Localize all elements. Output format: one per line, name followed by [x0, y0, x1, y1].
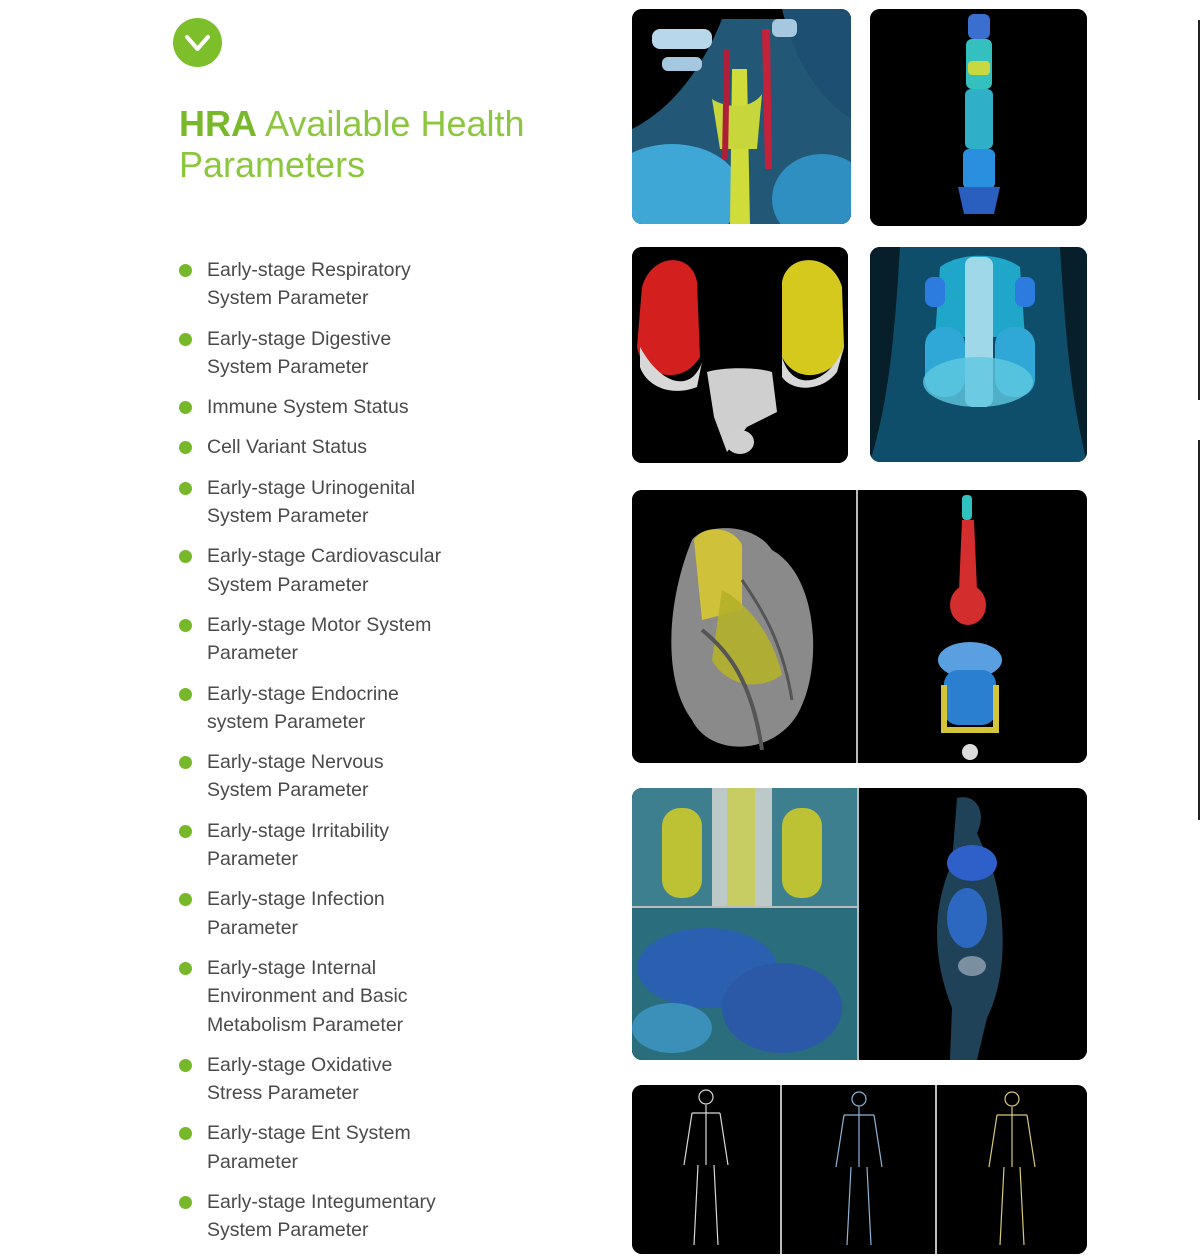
page-title: [179, 103, 579, 185]
title-line1: Available Health: [265, 103, 525, 144]
bullet-icon: [179, 264, 192, 277]
list-item: Cell Variant Status: [179, 433, 479, 461]
bullet-icon: [179, 333, 192, 346]
list-item: Early-stage Ent System Parameter: [179, 1119, 479, 1176]
list-item: Early-stage Motor System Parameter: [179, 611, 479, 668]
list-item: Early-stage Oxidative Stress Parameter: [179, 1051, 479, 1108]
bullet-icon: [179, 688, 192, 701]
bullet-icon: [179, 441, 192, 454]
bullet-icon: [179, 756, 192, 769]
bullet-icon: [179, 482, 192, 495]
bullet-icon: [179, 825, 192, 838]
intestine-closeup-image: [632, 908, 857, 1060]
row5-panel: [632, 1085, 1087, 1254]
list-item: Early-stage Urinogenital System Parameter: [179, 474, 479, 531]
bullet-icon: [179, 401, 192, 414]
title-line2: Parameters: [179, 144, 366, 185]
bullet-icon: [179, 893, 192, 906]
list-item: Early-stage Internal Environment and Basic Metabolism Parameter: [179, 954, 479, 1039]
title-strong: HRA: [179, 103, 257, 144]
neck-respiratory-image: [632, 9, 851, 224]
list-item: Early-stage Endocrine system Parameter: [179, 680, 479, 737]
abdomen-skeleton-image: [870, 247, 1087, 462]
chevron-down-icon: [173, 18, 222, 67]
bullet-icon: [179, 1059, 192, 1072]
bullet-icon: [179, 1127, 192, 1140]
row3-panel: [632, 490, 1087, 763]
spine-image: [870, 9, 1087, 226]
chevron-badge[interactable]: [173, 18, 222, 67]
list-item: Early-stage Irritability Parameter: [179, 817, 479, 874]
list-item: Early-stage Respiratory System Parameter: [179, 256, 479, 313]
bullet-icon: [179, 619, 192, 632]
list-item: Early-stage Infection Parameter: [179, 885, 479, 942]
bullet-icon: [179, 1196, 192, 1209]
list-item: Early-stage Integumentary System Parameter: [179, 1188, 479, 1245]
brain-hemispheres-image: [632, 247, 848, 463]
bullet-icon: [179, 962, 192, 975]
parameter-list: [179, 256, 479, 1257]
kidney-closeup-image: [632, 788, 857, 906]
list-item: Early-stage Nervous System Parameter: [179, 748, 479, 805]
list-item: Immune System Status: [179, 393, 479, 421]
list-item: Early-stage Cardiovascular System Parameter: [179, 542, 479, 599]
list-item: Early-stage Digestive System Parameter: [179, 325, 479, 382]
row4-panel: [632, 788, 1087, 1060]
bullet-icon: [179, 550, 192, 563]
